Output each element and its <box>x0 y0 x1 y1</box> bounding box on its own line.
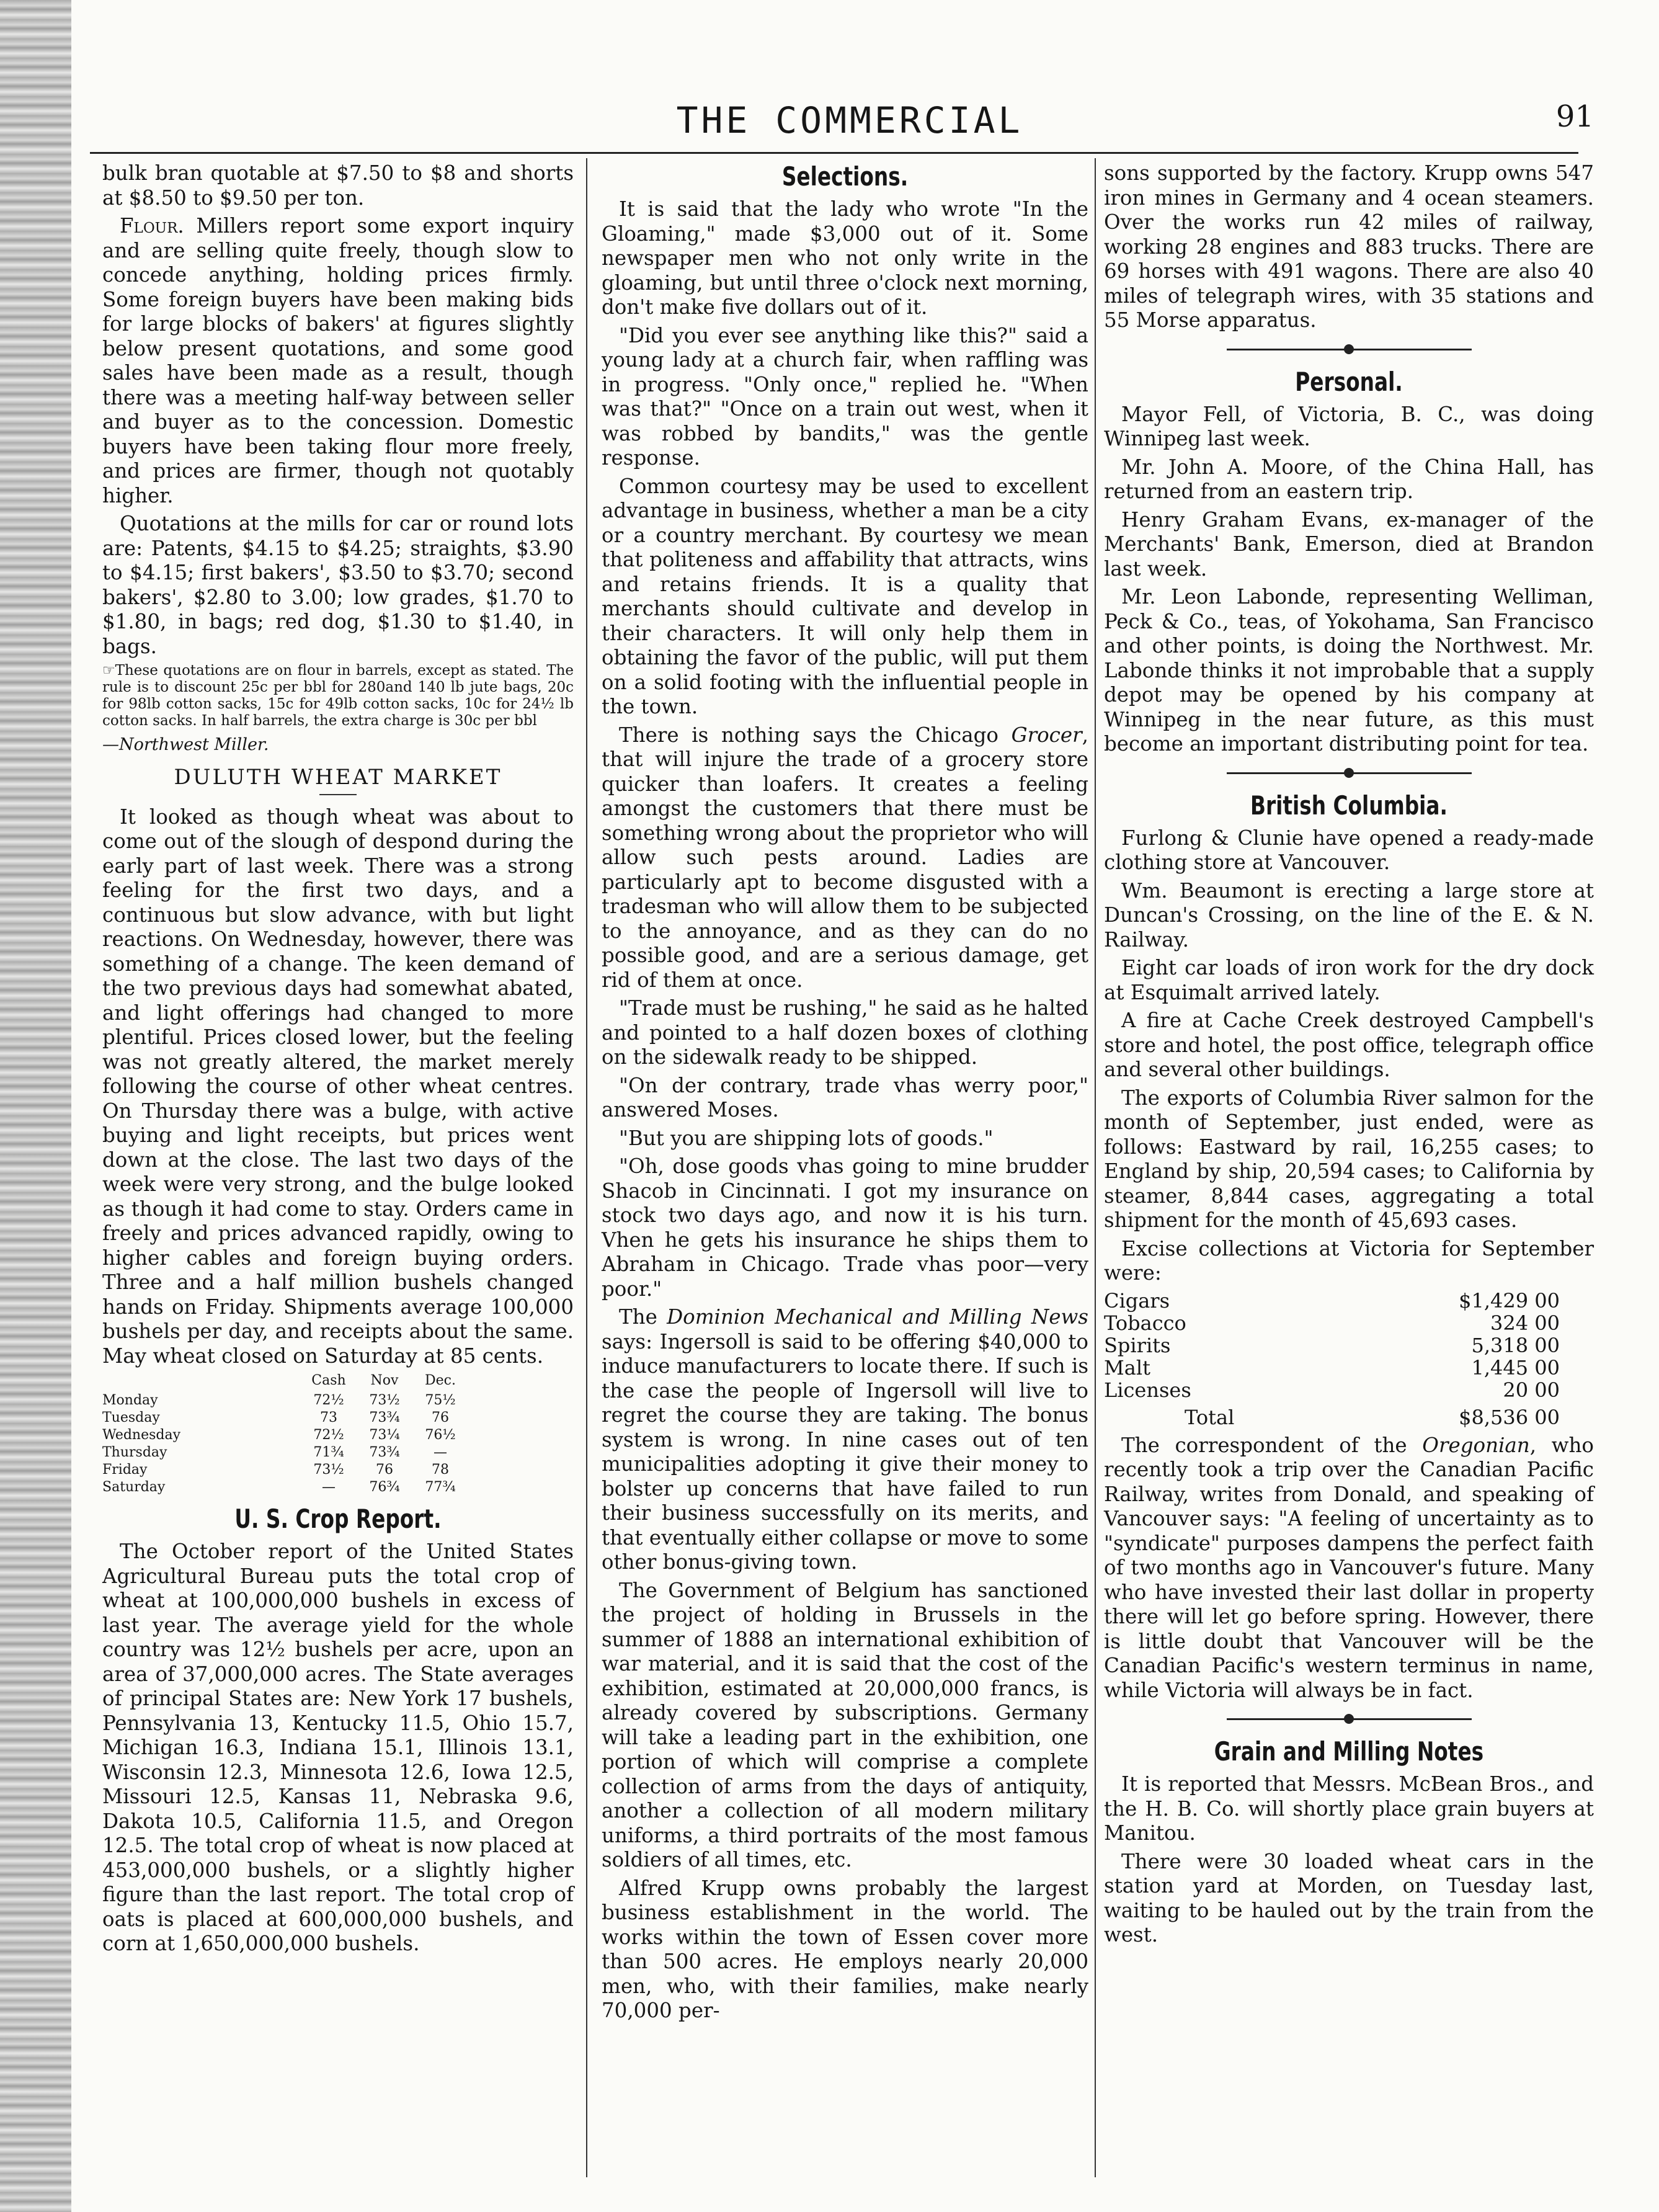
krupp-continued-paragraph: sons supported by the factory. Krupp owns 547 iron mines in Germany and 4 ocean steamers. Over the works run 42 miles of railway, working 28 engines and 883 trucks. There are 69 horses with 491 wagons. There are also 40 miles of telegraph wires, with 35 stations and 55 Morse apparatus. <box>1104 161 1594 332</box>
table-cell-day: Tuesday <box>102 1410 160 1425</box>
excise-item: Malt <box>1104 1355 1150 1380</box>
column-2 <box>602 161 1088 2027</box>
table-cell: — <box>322 1479 336 1495</box>
table-row <box>1104 1334 1560 1357</box>
table-header-row <box>102 1372 468 1392</box>
header-rule <box>90 152 1578 154</box>
table-cell-day: Thursday <box>102 1445 167 1460</box>
table-row <box>102 1427 468 1444</box>
table-row <box>102 1461 468 1479</box>
publication-name: Oregonian <box>1422 1433 1530 1457</box>
excise-amount: 1,445 00 <box>1471 1355 1560 1380</box>
publication-name: Dominion Mechanical and Milling News <box>667 1305 1088 1329</box>
table-cell-day: Monday <box>102 1393 158 1408</box>
crop-report-heading: U. S. Crop Report. <box>234 1504 442 1534</box>
bc-item: Furlong & Clunie have opened a ready-made clothing store at Vancouver. <box>1104 826 1594 874</box>
column-rule-2 <box>1095 158 1096 2177</box>
table-cell: 77¾ <box>425 1479 456 1495</box>
table-row <box>1104 1312 1560 1334</box>
divider-ornament <box>1344 1714 1354 1724</box>
table-cell: 76 <box>376 1462 393 1478</box>
text-run: There is nothing says the Chicago <box>619 723 1012 747</box>
total-label: Total <box>1185 1405 1235 1429</box>
table-row <box>102 1444 468 1461</box>
note-signature: —Northwest Miller. <box>102 735 269 754</box>
selections-paragraph <box>602 1305 1088 1575</box>
excise-item: Licenses <box>1104 1378 1191 1402</box>
quotations-paragraph: Quotations at the mills for car or round lots are: Patents, $4.15 to $4.25; straights, $3.90 to $4.15; first bakers', $3.50 to $3.70; second bakers', $2.80 to 3.00; low grades, $1.70 to $1.80, in bags; red dog, $1.30 to $1.40, in bags. <box>102 512 574 658</box>
table-corner <box>102 1372 301 1392</box>
excise-amount: 5,318 00 <box>1471 1333 1560 1357</box>
table-cell: — <box>434 1445 447 1460</box>
column-1 <box>102 161 574 1960</box>
excise-amount: 324 00 <box>1490 1311 1560 1335</box>
wheat-price-table <box>102 1372 468 1496</box>
scanned-binding-edge <box>0 0 71 2212</box>
table-header: Dec. <box>425 1373 456 1388</box>
selections-paragraph: "Oh, dose goods vhas going to mine brudder Shacob in Cincinnati. I got my insurance on stock two days ago, and now it is his turn. Vhen he gets his insurance he ships them to Abraham in Chicago. Trade vhas poor—very poor." <box>602 1154 1088 1301</box>
grain-item: There were 30 loaded wheat cars in the station yard at Morden, on Tuesday last, waiting to be hauled out by the train from the west. <box>1104 1849 1594 1947</box>
table-cell: 76½ <box>425 1427 456 1443</box>
page-header <box>105 99 1594 149</box>
selections-heading: Selections. <box>781 161 909 192</box>
table-cell: 73 <box>320 1410 337 1425</box>
excise-item: Cigars <box>1104 1288 1170 1313</box>
excise-item: Tobacco <box>1104 1311 1186 1335</box>
excise-amount: $1,429 00 <box>1459 1288 1560 1313</box>
excise-table <box>1104 1290 1560 1401</box>
divider-ornament <box>1344 768 1354 778</box>
bc-item: A fire at Cache Creek destroyed Campbell's store and hotel, the post office, telegraph office and several other buildings. <box>1104 1009 1594 1081</box>
total-amount: $8,536 00 <box>1459 1405 1560 1429</box>
table-cell: 72½ <box>313 1427 344 1443</box>
text-run: The <box>619 1305 667 1329</box>
oregonian-paragraph <box>1104 1434 1594 1703</box>
table-cell: 78 <box>432 1462 449 1478</box>
table-cell: 76¾ <box>369 1479 400 1495</box>
bran-paragraph: bulk bran quotable at $7.50 to $8 and shorts at $8.50 to $9.50 per ton. <box>102 161 574 210</box>
table-cell-day: Saturday <box>102 1479 166 1495</box>
grain-item: It is reported that Messrs. McBean Bros., and the H. B. Co. will shortly place grain buyers at Manitou. <box>1104 1772 1594 1845</box>
personal-item: Mr. John A. Moore, of the China Hall, has returned from an eastern trip. <box>1104 455 1594 503</box>
table-row <box>102 1392 468 1409</box>
table-header: Nov <box>370 1373 399 1388</box>
selections-paragraph: Alfred Krupp owns probably the largest business establishment in the world. The works within the town of Essen cover more than 500 acres. He employs nearly 20,000 men, who, with their families, make nearly 70,000 per- <box>602 1876 1088 2022</box>
column-3 <box>1104 161 1594 1951</box>
personal-item: Henry Graham Evans, ex-manager of the Merchants' Bank, Emerson, died at Brandon last week. <box>1104 507 1594 581</box>
flour-lead: Flour. <box>120 214 184 238</box>
text-run: , that will injure the trade of a grocery store quicker than loafers. It creates a feeling amongst the customers that there must be something wrong about the proprietor who will allow such pests around. Ladies are particularly apt to become disgusted with a tradesman who will allow them to be subjected to the annoyance, and as they can do no possible good, and are a serious damage, get rid of them at once. <box>602 723 1088 992</box>
table-cell: 73¾ <box>369 1445 400 1460</box>
personal-item: Mr. Leon Labonde, representing Welliman, Peck & Co., teas, of Yokohama, San Francisco and other points, is doing the Northwest. Mr. Labonde thinks it not improbable that a supply depot may be opened by his company at Winnipeg in the near future, as this must become an important distributing point for tea. <box>1104 585 1594 756</box>
excise-amount: 20 00 <box>1503 1378 1560 1402</box>
selections-paragraph <box>602 723 1088 993</box>
table-row <box>102 1479 468 1496</box>
duluth-heading: DULUTH WHEAT MARKET <box>174 765 502 790</box>
divider-ornament <box>1344 344 1354 354</box>
section-divider <box>1104 760 1594 785</box>
bc-item: Wm. Beaumont is erecting a large store at Duncan's Crossing, on the line of the E. & N. Railway. <box>1104 878 1594 952</box>
section-divider <box>1104 337 1594 362</box>
selections-paragraph: "But you are shipping lots of goods." <box>619 1126 994 1150</box>
table-cell: 75½ <box>425 1393 456 1408</box>
table-row <box>1104 1290 1560 1312</box>
table-cell-day: Wednesday <box>102 1427 181 1443</box>
page-number: 91 <box>1555 99 1594 134</box>
text-run: says: Ingersoll is said to be offering $40,000 to induce manufacturers to locate there. If such is the case the people of Ingersoll will live to regret the course they are taking. The bonus system is wrong. In nine cases out of ten municipalities adopting it give their money to bolster up concerns that have failed to run their business successfully on its merits, and that eventually either collapse or move to some other bonus-giving town. <box>602 1329 1088 1574</box>
heading-rule <box>319 794 357 795</box>
table-cell: 76 <box>432 1410 449 1425</box>
excise-total <box>1104 1406 1560 1429</box>
british-columbia-heading: British Columbia. <box>1250 790 1448 821</box>
selections-paragraph: "Trade must be rushing," he said as he halted and pointed to a half dozen boxes of clothing on the sidewalk ready to be shipped. <box>602 996 1088 1069</box>
section-divider <box>1104 1706 1594 1731</box>
table-row <box>102 1409 468 1427</box>
table-cell: 73¼ <box>369 1427 400 1443</box>
text-run: The correspondent of the <box>1121 1433 1423 1457</box>
bc-item: The exports of Columbia River salmon for the month of September, just ended, were as follows: Eastward by rail, 16,255 cases; to England by ship, 20,594 cases; to California by steamer, 8,844 cases, aggregating a total shipment for the month of 45,693 cases. <box>1104 1086 1594 1232</box>
flour-text: Millers report some export inquiry and are selling quite freely, though slow to concede anything, holding prices firmly. Some foreign buyers have been making bids for large blocks of bakers' at figures slightly below present quotations, and some good sales have been made as a result, though there was a meeting half-way between seller and buyer as to the concession. Domestic buyers have been taking flour more freely, and prices are firmer, though not quotably higher. <box>102 214 574 507</box>
table-cell: 73½ <box>369 1393 400 1408</box>
excise-intro: Excise collections at Victoria for September were: <box>1104 1236 1594 1285</box>
column-rule-1 <box>586 158 587 2177</box>
flour-paragraph <box>102 214 574 508</box>
grain-milling-heading: Grain and Milling Notes <box>1214 1736 1484 1767</box>
table-cell: 73¾ <box>369 1410 400 1425</box>
newspaper-title: THE COMMERCIAL <box>676 99 1023 141</box>
quotation-note: ☞These quotations are on flour in barrels, except as stated. The rule is to discount 25c per bbl for 280and 140 lb jute bags, 20c for 98lb cotton sacks, 15c for 49lb cotton sacks, 10c for 24½ lb cotton sacks. In half barrels, the extra charge is 30c per bbl <box>102 662 574 729</box>
selections-paragraph: "On der contrary, trade vhas werry poor," answered Moses. <box>602 1073 1088 1122</box>
table-cell: 72½ <box>313 1393 344 1408</box>
selections-paragraph: The Government of Belgium has sanctioned the project of holding in Brussels in the summer of 1888 an international exhibition of war material, and it is said that the cost of the exhibition, estimated at 20,000,000 francs, is already covered by subscriptions. Germany will take a leading part in the exhibition, one portion of which will comprise a complete collection of arms from the days of antiquity, another a collection of all modern military uniforms, a third portraits of the most famous soldiers of all times, etc. <box>602 1578 1088 1871</box>
bc-item: Eight car loads of iron work for the dry dock at Esquimalt arrived lately. <box>1104 956 1594 1004</box>
text-run: , who recently took a trip over the Canadian Pacific Railway, writes from Donald, and speaking of Vancouver says: "A feeling of uncertainty as to "syndicate" purposes dampens the perfect faith of two months ago in Vancouver's future. Many who have invested their last dollar in property there will let go before spring. However, there is little doubt that Vancouver will be the Canadian Pacific's western terminus in name, while Victoria will always be in fact. <box>1104 1433 1595 1702</box>
table-row <box>1104 1379 1560 1401</box>
personal-heading: Personal. <box>1295 366 1403 397</box>
selections-paragraph: Common courtesy may be used to excellent advantage in business, whether a man be a city or a country merchant. By courtesy we mean that politeness and affability that attracts, wins and retains friends. It is a quality that merchants should cultivate and develop in their characters. It will only help them in obtaining the favor of the public, will put them on a solid footing with the influential people in the town. <box>602 474 1088 718</box>
table-header: Cash <box>311 1373 346 1388</box>
crop-report-paragraph: The October report of the United States Agricultural Bureau puts the total crop of wheat at 100,000,000 bushels in excess of last year. The average yield for the whole country was 12½ bushels per acre, upon an area of 37,000,000 acres. The State averages of principal States are: New York 17 bushels, Pennsylvania 13, Kentucky 11.5, Ohio 15.7, Michigan 16.3, Indiana 15.1, Illinois 13.1, Wisconsin 12.3, Minnesota 12.6, Iowa 12.5, Missouri 12.5, Kansas 11, Nebraska 9.6, Dakota 10.5, California 11.5, and Oregon 12.5. The total crop of wheat is now placed at 453,000,000 bushels, or a slightly higher figure than the last report. The total crop of oats is placed at 600,000,000 bushels, and corn at 1,650,000,000 bushels. <box>102 1540 574 1955</box>
table-row <box>1104 1357 1560 1379</box>
selections-paragraph: It is said that the lady who wrote "In the Gloaming," made $3,000 out of it. Some newspaper men who not only write in the gloaming, but until three o'clock next morning, don't make five dollars out of it. <box>602 197 1088 319</box>
table-row <box>1104 1406 1560 1429</box>
publication-name: Grocer <box>1011 723 1082 747</box>
selections-paragraph: "Did you ever see anything like this?" said a young lady at a church fair, when raffling was in progress. "Only once," replied he. "When was that?" "Once on a train out west, when it was robbed by bandits," was the gentle response. <box>602 323 1088 470</box>
duluth-paragraph: It looked as though wheat was about to come out of the slough of despond during the early part of last week. There was a strong feeling for the first two days, and a continuous but slow advance, with but light reactions. On Wednesday, however, there was something of a change. The keen demand of the two previous days had somewhat abated, and light offerings had changed to more plentiful. Prices closed lower, but the feeling was not greatly altered, the market merely following the course of other wheat centres. On Thursday there was a bulge, with active buying and light receipts, but prices went down at the close. The last two days of the week were very strong, and the bulge looked as though it had come to stay. Orders came in freely and prices advanced rapidly, owing to higher cables and foreign buying orders. Three and a half million bushels changed hands on Friday. Shipments average 100,000 bushels per day, and receipts about the same. May wheat closed on Saturday at 85 cents. <box>102 805 574 1368</box>
table-cell-day: Friday <box>102 1462 148 1478</box>
personal-item: Mayor Fell, of Victoria, B. C., was doing Winnipeg last week. <box>1104 402 1594 450</box>
table-cell: 71¾ <box>313 1445 344 1460</box>
table-cell: 73½ <box>313 1462 344 1478</box>
excise-item: Spirits <box>1104 1333 1171 1357</box>
